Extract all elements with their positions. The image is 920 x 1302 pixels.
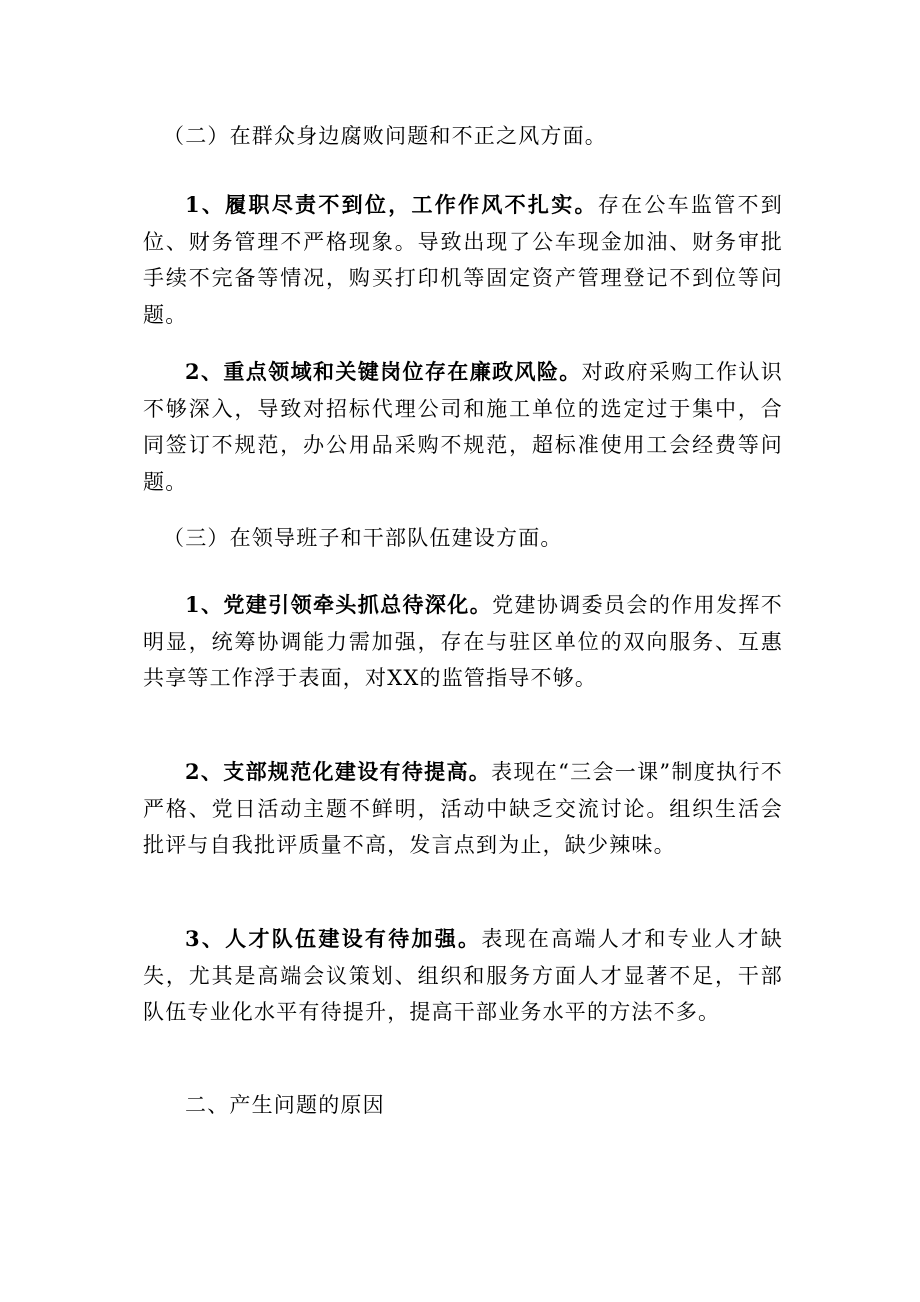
heading-group-2: （二）在群众身边腐败问题和不正之风方面。	[163, 124, 607, 148]
paragraph-item-2-2	[143, 354, 783, 500]
paragraph-lead: 2、支部规范化建设有待提高。	[185, 759, 492, 784]
paragraph-lead: 2、重点领域和关键岗位存在廉政风险。	[185, 359, 582, 384]
paragraph-body: 表现在高端人才和专业人才缺失，尤其是高端会议策划、组织和服务方面人才显著不足，干部队伍专业化水平有待提升，提高干部业务水平的方法不多。	[143, 927, 783, 1024]
paragraph-item-3-2	[143, 754, 783, 864]
paragraph-item-3-1	[143, 587, 783, 697]
paragraph-lead: 1、党建引领牵头抓总待深化。	[185, 592, 493, 617]
paragraph-body: 对政府采购工作认识不够深入，导致对招标代理公司和施工单位的选定过于集中，合同签订不规范，办公用品采购不规范，超标准使用工会经费等问题。	[143, 360, 783, 494]
paragraph-item-2-1	[143, 187, 783, 333]
paragraph-body: 党建协调委员会的作用发挥不明显，统筹协调能力需加强，存在与驻区单位的双向服务、互惠共享等工作浮于表面，对XX的监管指导不够。	[143, 593, 783, 690]
paragraph-body: 表现在“三会一课”制度执行不严格、党日活动主题不鲜明，活动中缺乏交流讨论。组织生活会批评与自我批评质量不高，发言点到为止，缺少辣味。	[143, 760, 783, 857]
heading-group-3: （三）在领导班子和干部队伍建设方面。	[163, 526, 563, 550]
paragraph-lead: 3、人才队伍建设有待加强。	[185, 926, 482, 951]
paragraph-item-3-3	[143, 921, 783, 1031]
paragraph-body: 存在公车监管不到位、财务管理不严格现象。导致出现了公车现金加油、财务审批手续不完备等情况，购买打印机等固定资产管理登记不到位等问题。	[143, 193, 783, 327]
heading-section-2: 二、产生问题的原因	[185, 1093, 385, 1117]
paragraph-lead: 1、履职尽责不到位，工作作风不扎实。	[185, 192, 598, 217]
